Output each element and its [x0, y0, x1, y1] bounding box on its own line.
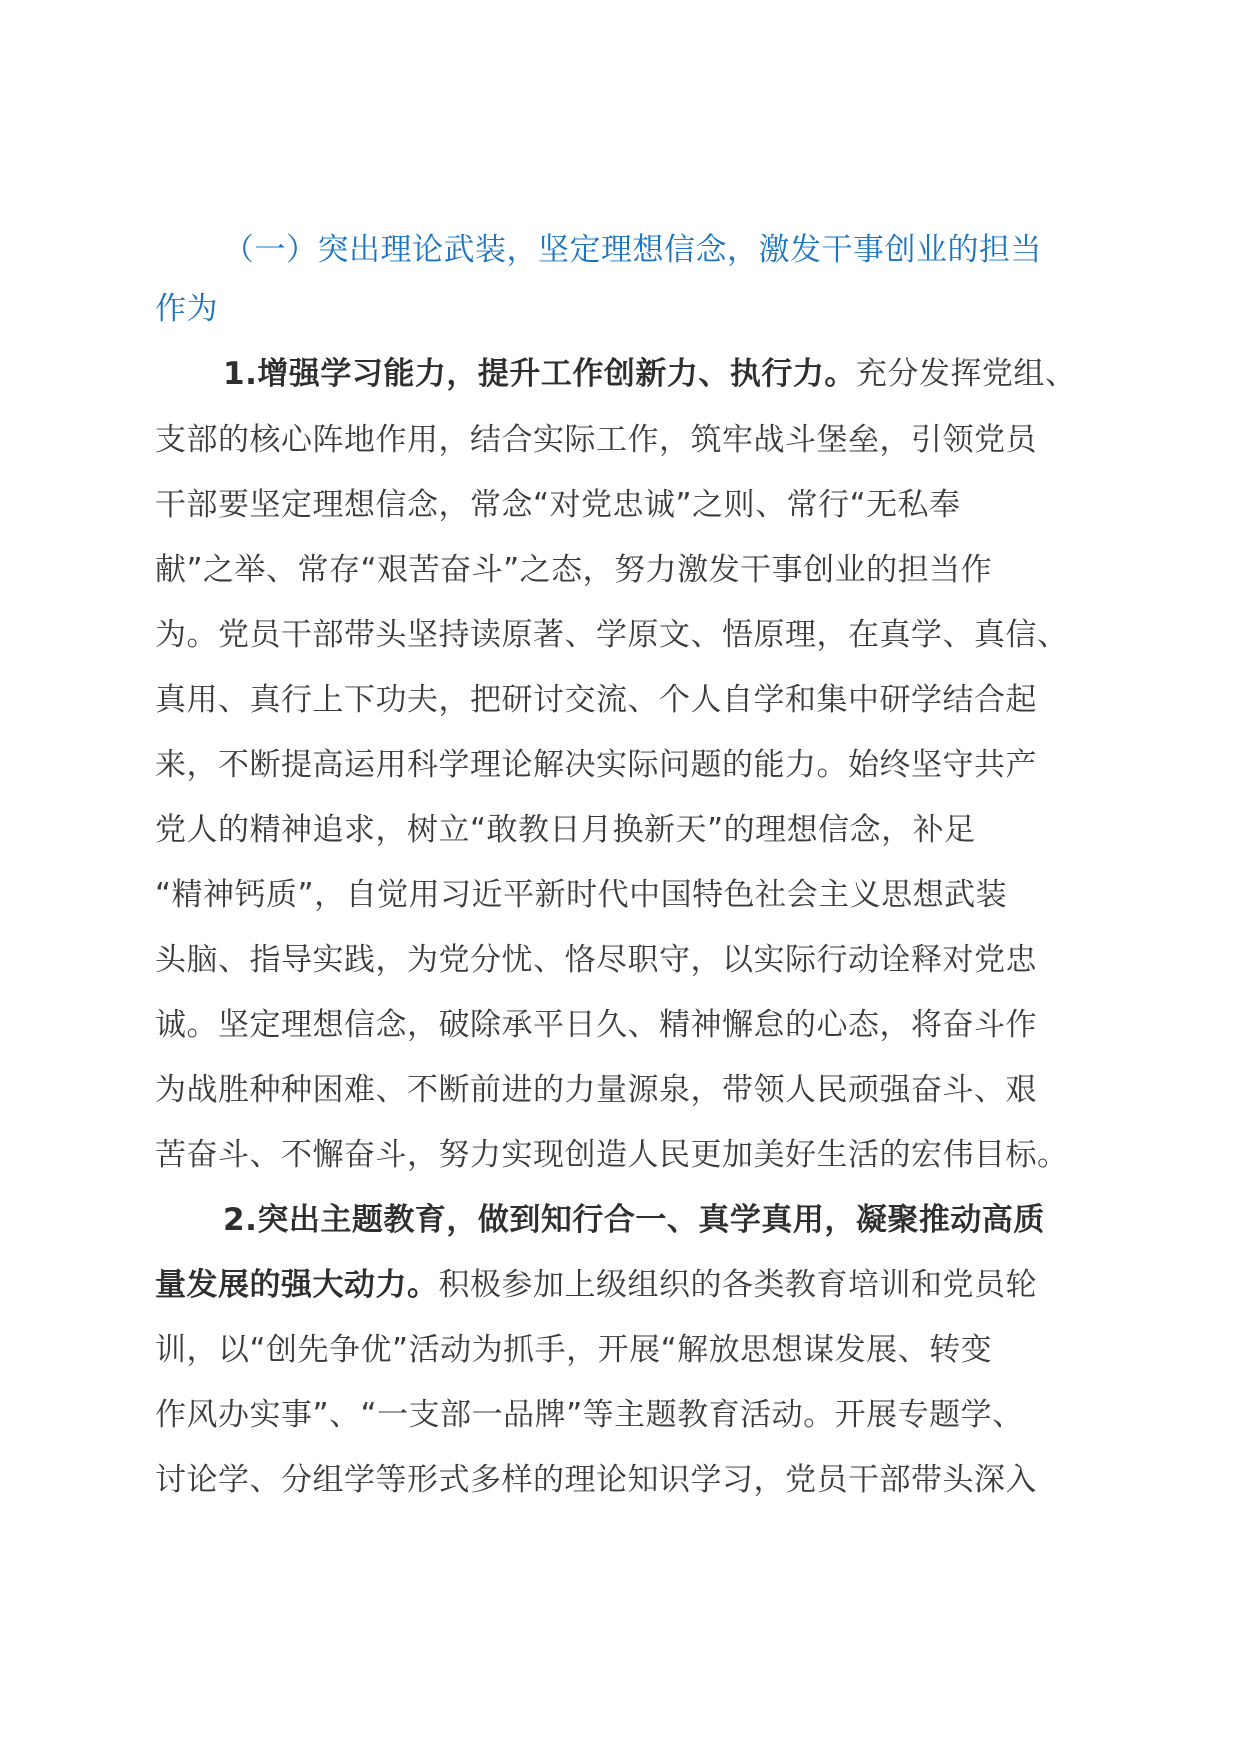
paragraph-2-line: 作风办实事”、“一支部一品牌”等主题教育活动。开展专题学、 [155, 1397, 1024, 1433]
paragraph-1-line: 干部要坚定理想信念，常念“对党忠诚”之则、常行“无私奉 [155, 487, 961, 523]
paragraph-2-bold-line-2: 量发展的强大动力。 [155, 1267, 439, 1303]
paragraph-1-line-1 [223, 354, 1076, 394]
paragraph-2-line: 讨论学、分组学等形式多样的理论知识学习，党员干部带头深入 [155, 1462, 1037, 1498]
paragraph-1-line: 诚。坚定理想信念，破除承平日久、精神懈怠的心态，将奋斗作 [155, 1007, 1037, 1043]
paragraph-1-line: 来，不断提高运用科学理论解决实际问题的能力。始终坚守共产 [155, 747, 1037, 783]
paragraph-1-line: 献”之举、常存“艰苦奋斗”之态，努力激发干事创业的担当作 [155, 552, 993, 588]
paragraph-1-line: 为。党员干部带头坚持读原著、学原文、悟原理，在真学、真信、 [155, 617, 1069, 653]
paragraph-1-line: 头脑、指导实践，为党分忧、恪尽职守，以实际行动诠释对党忠 [155, 942, 1037, 978]
paragraph-1-line: 真用、真行上下功夫，把研讨交流、个人自学和集中研学结合起 [155, 682, 1037, 718]
paragraph-1-first-line-rest: 充分发挥党组、 [855, 356, 1077, 392]
paragraph-1-line: 为战胜种种困难、不断前进的力量源泉，带领人民顽强奋斗、艰 [155, 1072, 1037, 1108]
paragraph-1-line: 苦奋斗、不懈奋斗，努力实现创造人民更加美好生活的宏伟目标。 [155, 1137, 1069, 1173]
paragraph-2-line: 训，以“创先争优”活动为抓手，开展“解放思想谋发展、转变 [155, 1332, 993, 1368]
section-heading-line-2: 作为 [155, 291, 218, 327]
paragraph-2-second-line-rest: 积极参加上级组织的各类教育培训和党员轮 [438, 1267, 1037, 1303]
paragraph-1-line: 支部的核心阵地作用，结合实际工作，筑牢战斗堡垒，引领党员 [155, 422, 1037, 458]
paragraph-2-line-2 [155, 1265, 1037, 1305]
paragraph-1-bold-lead: 1.增强学习能力，提升工作创新力、执行力。 [223, 356, 856, 392]
paragraph-1-line: “精神钙质”，自觉用习近平新时代中国特色社会主义思想武装 [155, 877, 1008, 913]
paragraph-1-line: 党人的精神追求，树立“敢教日月换新天”的理想信念，补足 [155, 812, 976, 848]
section-heading-line-1: （一）突出理论武装，坚定理想信念，激发干事创业的担当 [223, 232, 1042, 268]
paragraph-2-bold-line-1: 2.突出主题教育，做到知行合一、真学真用，凝聚推动高质 [223, 1202, 1045, 1238]
